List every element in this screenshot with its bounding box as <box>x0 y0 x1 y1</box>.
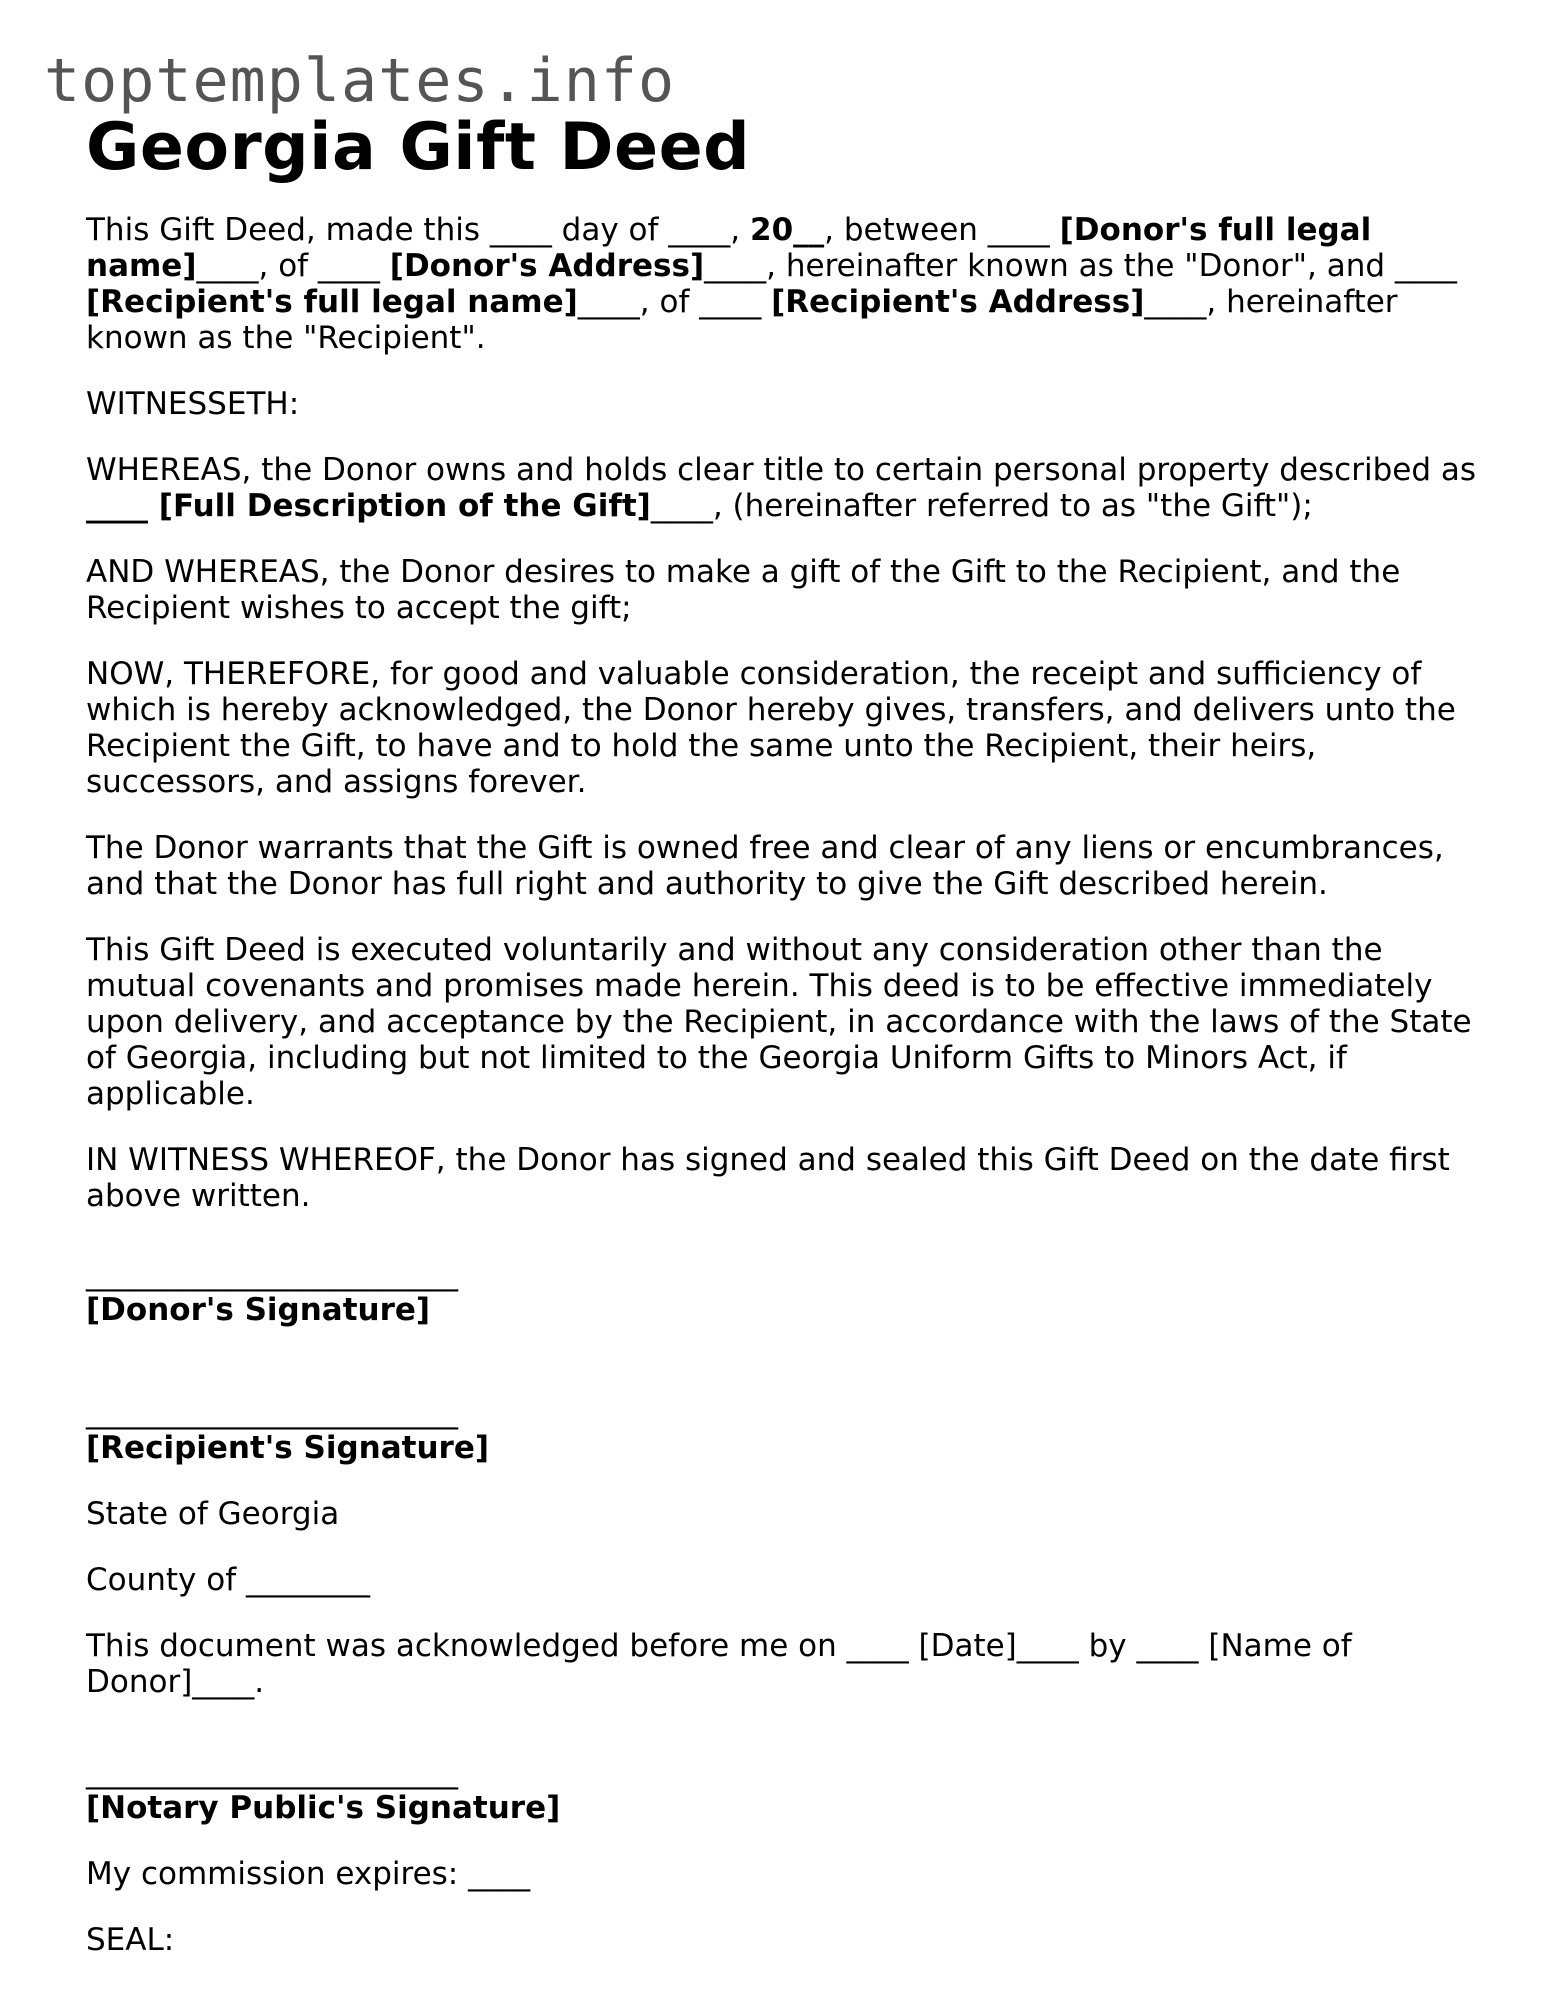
whereas-text: WHEREAS, the Donor owns and holds clear title to certain personal property described as <box>86 452 1477 488</box>
site-watermark: toptemplates.info <box>44 46 676 116</box>
witnesseth-heading: WITNESSETH: <box>86 386 300 422</box>
notary-signature-line: ________________________ <box>86 1754 458 1790</box>
recipient-address-field: [Recipient's Address] <box>771 284 1145 320</box>
whereas-text: ____, (hereinafter referred to as "the Gift"); <box>650 488 1313 524</box>
donor-signature-line: ________________________ <box>86 1256 458 1292</box>
commission-expires: My commission expires: ____ <box>86 1856 531 1892</box>
recipient-name-field: [Recipient's full legal name] <box>86 284 578 320</box>
intro-text: This Gift Deed, made this ____ day of ____, <box>86 212 751 248</box>
gift-description-field: ____ [Full Description of the Gift] <box>86 488 651 524</box>
notary-state: State of Georgia <box>86 1496 340 1532</box>
and-whereas-paragraph: AND WHEREAS, the Donor desires to make a gift of the Gift to the Recipient, and the Recipient wishes to accept the gift; <box>86 554 1401 626</box>
intro-text: ____, hereinafter known as the "Recipient". <box>86 284 1398 356</box>
voluntary-paragraph: This Gift Deed is executed voluntarily and without any consideration other than the mutual covenants and promises made herein. This deed is to be effective immediately upon delivery, and acceptance by the Recipient, in accordance with the laws of the State of Georgia, including but not limited to the Georgia Uniform Gifts to Minors Act, if applicable. <box>86 932 1472 1112</box>
seal-label: SEAL: <box>86 1922 175 1958</box>
intro-text: ____, of ____ <box>577 284 772 320</box>
intro-text: ____, hereinafter known as the "Donor", and ____ <box>704 248 1457 284</box>
recipient-signature-line: ________________________ <box>86 1394 458 1430</box>
donor-name-field: [Donor's full legal name] <box>86 212 1372 284</box>
in-witness-paragraph: IN WITNESS WHEREOF, the Donor has signed and sealed this Gift Deed on the date first above written. <box>86 1142 1450 1214</box>
notary-acknowledgment: This document was acknowledged before me on ____ [Date]____ by ____ [Name of Donor]____. <box>86 1628 1352 1700</box>
notary-county: County of ________ <box>86 1562 370 1598</box>
donor-signature-label: [Donor's Signature] <box>86 1292 431 1328</box>
donor-address-field: [Donor's Address] <box>389 248 705 284</box>
document-body <box>86 108 1486 1988</box>
intro-text: ____, of ____ <box>196 248 390 284</box>
now-therefore-paragraph: NOW, THEREFORE, for good and valuable consideration, the receipt and sufficiency of which is hereby acknowledged, the Donor hereby gives, transfers, and delivers unto the Recipient the Gift, to have and to hold the same unto the Recipient, their heirs, successors, and assigns forever. <box>86 656 1456 800</box>
whereas-paragraph <box>86 452 1486 524</box>
notary-signature-label: [Notary Public's Signature] <box>86 1790 561 1826</box>
intro-paragraph <box>86 212 1486 356</box>
warranty-paragraph: The Donor warrants that the Gift is owned free and clear of any liens or encumbrances, and that the Donor has full right and authority to give the Gift described herein. <box>86 830 1444 902</box>
recipient-signature-label: [Recipient's Signature] <box>86 1430 490 1466</box>
document-title: Georgia Gift Deed <box>86 110 751 185</box>
year-field: 20__ <box>750 212 825 248</box>
intro-text: , between ____ <box>824 212 1060 248</box>
